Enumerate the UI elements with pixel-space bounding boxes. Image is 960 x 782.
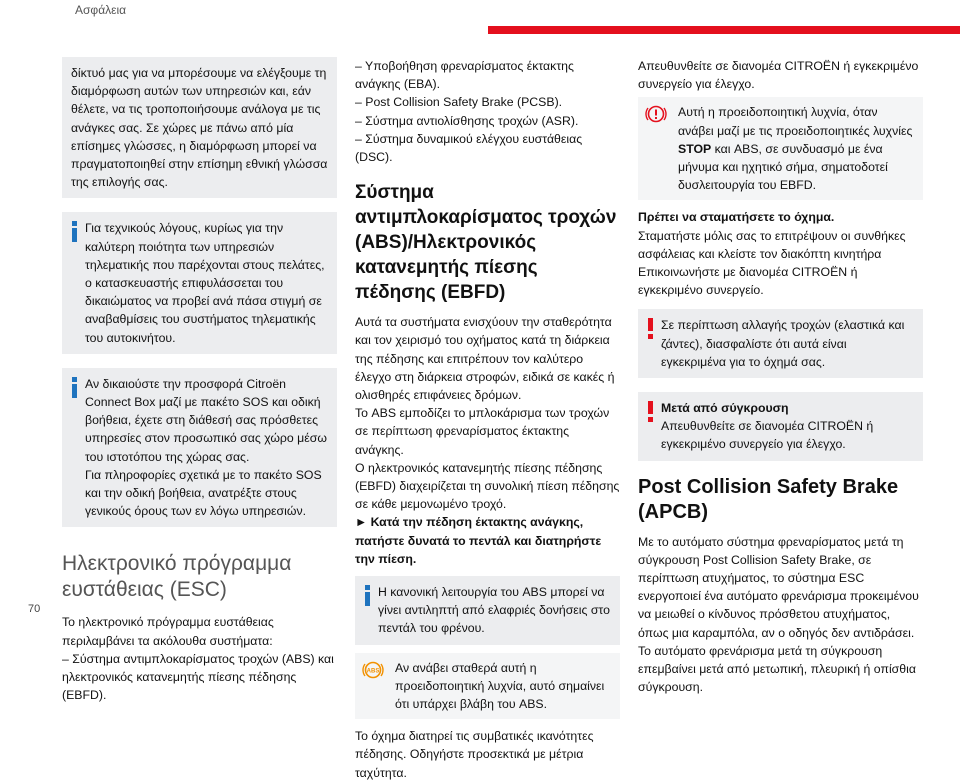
abs-lamp-label: ABS <box>366 668 380 675</box>
column-2 <box>355 57 620 782</box>
abs-lamp-block <box>355 653 620 720</box>
column-3 <box>638 57 923 696</box>
abs-paragraph: Αυτά τα συστήματα ενισχύουν την σταθερότητα και τον χειρισμό του οχήματος κατά τη διάρκεια της πέδησης και επιτρέπουν τον καλύτερο έλεγχο στη διάρκεια στροφών, ειδικά σε κακές ή ολισθηρές επιφάνειες δρόμων. <box>355 315 615 403</box>
abs-paragraph: Ο ηλεκτρονικός κατανεμητής πίεσης πέδησης (EBFD) διαχειρίζεται τη συνολική πίεση πέδησης σε κάθε μεμονωμένο τροχό. <box>355 460 620 512</box>
abs-lamp-box <box>355 653 620 720</box>
warning-box-1 <box>638 309 923 378</box>
header-accent-bar <box>488 26 960 34</box>
ebfd-lamp-text-b: και ABS, σε συνδυασμό με ένα μήνυμα και ηχητικό σήμα, σηματοδοτεί δυσλειτουργία του EBFD. <box>678 141 888 193</box>
warning-box-2 <box>638 392 923 461</box>
ebfd-lamp-block <box>638 97 923 200</box>
ebfd-lamp-box <box>638 97 923 200</box>
warning-text-1: Σε περίπτωση αλλαγής τροχών (ελαστικά και ζάντες), διασφαλίστε ότι αυτά είναι εγκεκριμένα για το όχημά σας. <box>661 318 905 369</box>
info-text-3: Η κανονική λειτουργία του ABS μπορεί να γίνει αντιληπτή από ελαφριές δονήσεις στο πεντάλ του φρένου. <box>378 585 610 636</box>
info-text-2b: Για πληροφορίες σχετικά με το πακέτο SOS και την οδική βοήθεια, ανατρέξτε στους γενικούς όρους των εν λόγω υπηρεσιών. <box>85 467 322 519</box>
list-item: – Σύστημα αντιολίσθησης τροχών (ASR). <box>355 113 579 128</box>
info-icon <box>69 221 80 243</box>
column-1 <box>62 57 337 704</box>
pcsb-paragraph: Το αυτόματο φρενάρισμα μετά τη σύγκρουση επεμβαίνει μετά από μετωπική, πλευρική ή οπίσθια σύγκρουση. <box>638 643 916 695</box>
ebfd-lamp-text-a: Αυτή η προειδοποιητική λυχνία, όταν ανάβει μαζί με τις προειδοποιητικές λυχνίες <box>678 105 913 138</box>
info-box-1 <box>62 212 337 353</box>
ebfd-lamp-text <box>678 103 915 194</box>
intro-box <box>62 57 337 198</box>
stop-label: STOP <box>678 141 712 156</box>
page-number: 70 <box>28 603 41 615</box>
abs-after-text: Το όχημα διατηρεί τις συμβατικές ικανότητες πέδησης. Οδηγήστε προσεκτικά με μέτρια ταχύτητα. <box>355 729 594 780</box>
abs-warning-lamp-icon <box>362 659 384 681</box>
stop-instructions: Σταματήστε μόλις σας το επιτρέψουν οι συνθήκες ασφάλειας και κλείστε τον διακόπτη κινητήρα Επικοινωνήστε με διανομέα CITROËN ή εγκεκριμένο συνεργείο. <box>638 228 906 298</box>
list-item: – Post Collision Safety Brake (PCSB). <box>355 95 563 110</box>
warning-text-2: Απευθυνθείτε σε διανομέα CITROËN ή εγκεκριμένο συνεργείο για έλεγχο. <box>661 419 874 452</box>
abs-section-title: Σύστημα αντιμπλοκαρίσματος τροχών (ABS)/Ηλεκτρονικός κατανεμητής πίεσης πέδησης (EBFD) <box>355 182 617 304</box>
header-title: Ασφάλεια <box>75 3 127 17</box>
warning-icon <box>645 401 656 423</box>
abs-paragraph: Το ABS εμποδίζει το μπλοκάρισμα των τροχών σε περίπτωση φρεναρίσματος έκτακτης ανάγκης. <box>355 406 610 457</box>
info-icon <box>69 377 80 399</box>
abs-instruction: ► Κατά την πέδηση έκτακτης ανάγκης, πατήστε δυνατά το πεντάλ και διατηρήστε την πίεση. <box>355 515 602 566</box>
esc-section-title: Ηλεκτρονικό πρόγραμμα ευστάθειας (ESC) <box>62 552 292 602</box>
stop-vehicle-text: Πρέπει να σταματήσετε το όχημα. <box>638 210 835 225</box>
contact-text: Απευθυνθείτε σε διανομέα CITROËN ή εγκεκριμένο συνεργείο για έλεγχο. <box>638 59 919 92</box>
pcsb-section-title: Post Collision Safety Brake (APCB) <box>638 475 899 523</box>
esc-list-item: – Σύστημα αντιμπλοκαρίσματος τροχών (ABS) και ηλεκτρονικός κατανεμητής πίεσης πέδησης (EBFD). <box>62 651 334 703</box>
info-box-2 <box>62 368 337 528</box>
warning-title-2: Μετά από σύγκρουση <box>661 401 789 416</box>
info-text-2: Αν δικαιούστε την προσφορά Citroën Connect Box μαζί με πακέτο SOS και οδική βοήθεια, έχετε στη διάθεσή σας πρόσθετες υπηρεσίες στον προσωπικό σας χώρο μέσω του ιστοτόπου της χώρας σας. <box>85 376 327 464</box>
intro-text: δίκτυό μας για να μπορέσουμε να ελέγξουμε τη διαμόρφωση αυτών των υπηρεσιών και, εάν θέλετε, να τις τροποποιήσουμε ανάλογα με τις ανάγκες σας. Σε χώρες με πάνω από μία επίσημες γλώσσες, η διαμόρφωση μπορεί να πραγματοποιηθεί στην επίσημη εθνική γλώσσα της επιλογής σας. <box>71 66 328 190</box>
list-item: – Σύστημα δυναμικού ελέγχου ευστάθειας (DSC). <box>355 131 583 165</box>
info-icon <box>362 585 373 607</box>
abs-lamp-text: Αν ανάβει σταθερά αυτή η προειδοποιητική λυχνία, αυτό σημαίνει ότι υπάρχει βλάβη του ABS. <box>395 660 605 712</box>
warning-icon <box>645 318 656 340</box>
list-item: – Υποβοήθηση φρεναρίσματος έκτακτης ανάγκης (EBA). <box>355 59 574 92</box>
esc-intro: Το ηλεκτρονικό πρόγραμμα ευστάθειας περιλαμβάνει τα ακόλουθα συστήματα: <box>62 615 274 648</box>
info-box-3 <box>355 576 620 645</box>
info-text-1: Για τεχνικούς λόγους, κυρίως για την καλύτερη ποιότητα των υπηρεσιών τηλεματικής που παρέχονται στους πελάτες, ο κατασκευαστής επιφυλάσσεται του δικαιώματος να προβεί ανά πάσα στιγμή σε αναβαθμίσεις του συστήματος τηλεματικής του αυτοκινήτου. <box>85 221 325 345</box>
pcsb-paragraph: Με το αυτόματο σύστημα φρεναρίσματος μετά τη σύγκρουση Post Collision Safety Brake, σε περίπτωση ατυχήματος, το σύστημα ESC ενεργοποιεί ένα αυτόματο φρενάρισμα προκειμένου να μειωθεί ο κίνδυνος πρόσθετου ατυχήματος, όπως μια καραμπόλα, αν ο οδηγός δεν αντιδράσει. <box>638 534 919 640</box>
brake-warning-lamp-icon <box>645 103 667 125</box>
